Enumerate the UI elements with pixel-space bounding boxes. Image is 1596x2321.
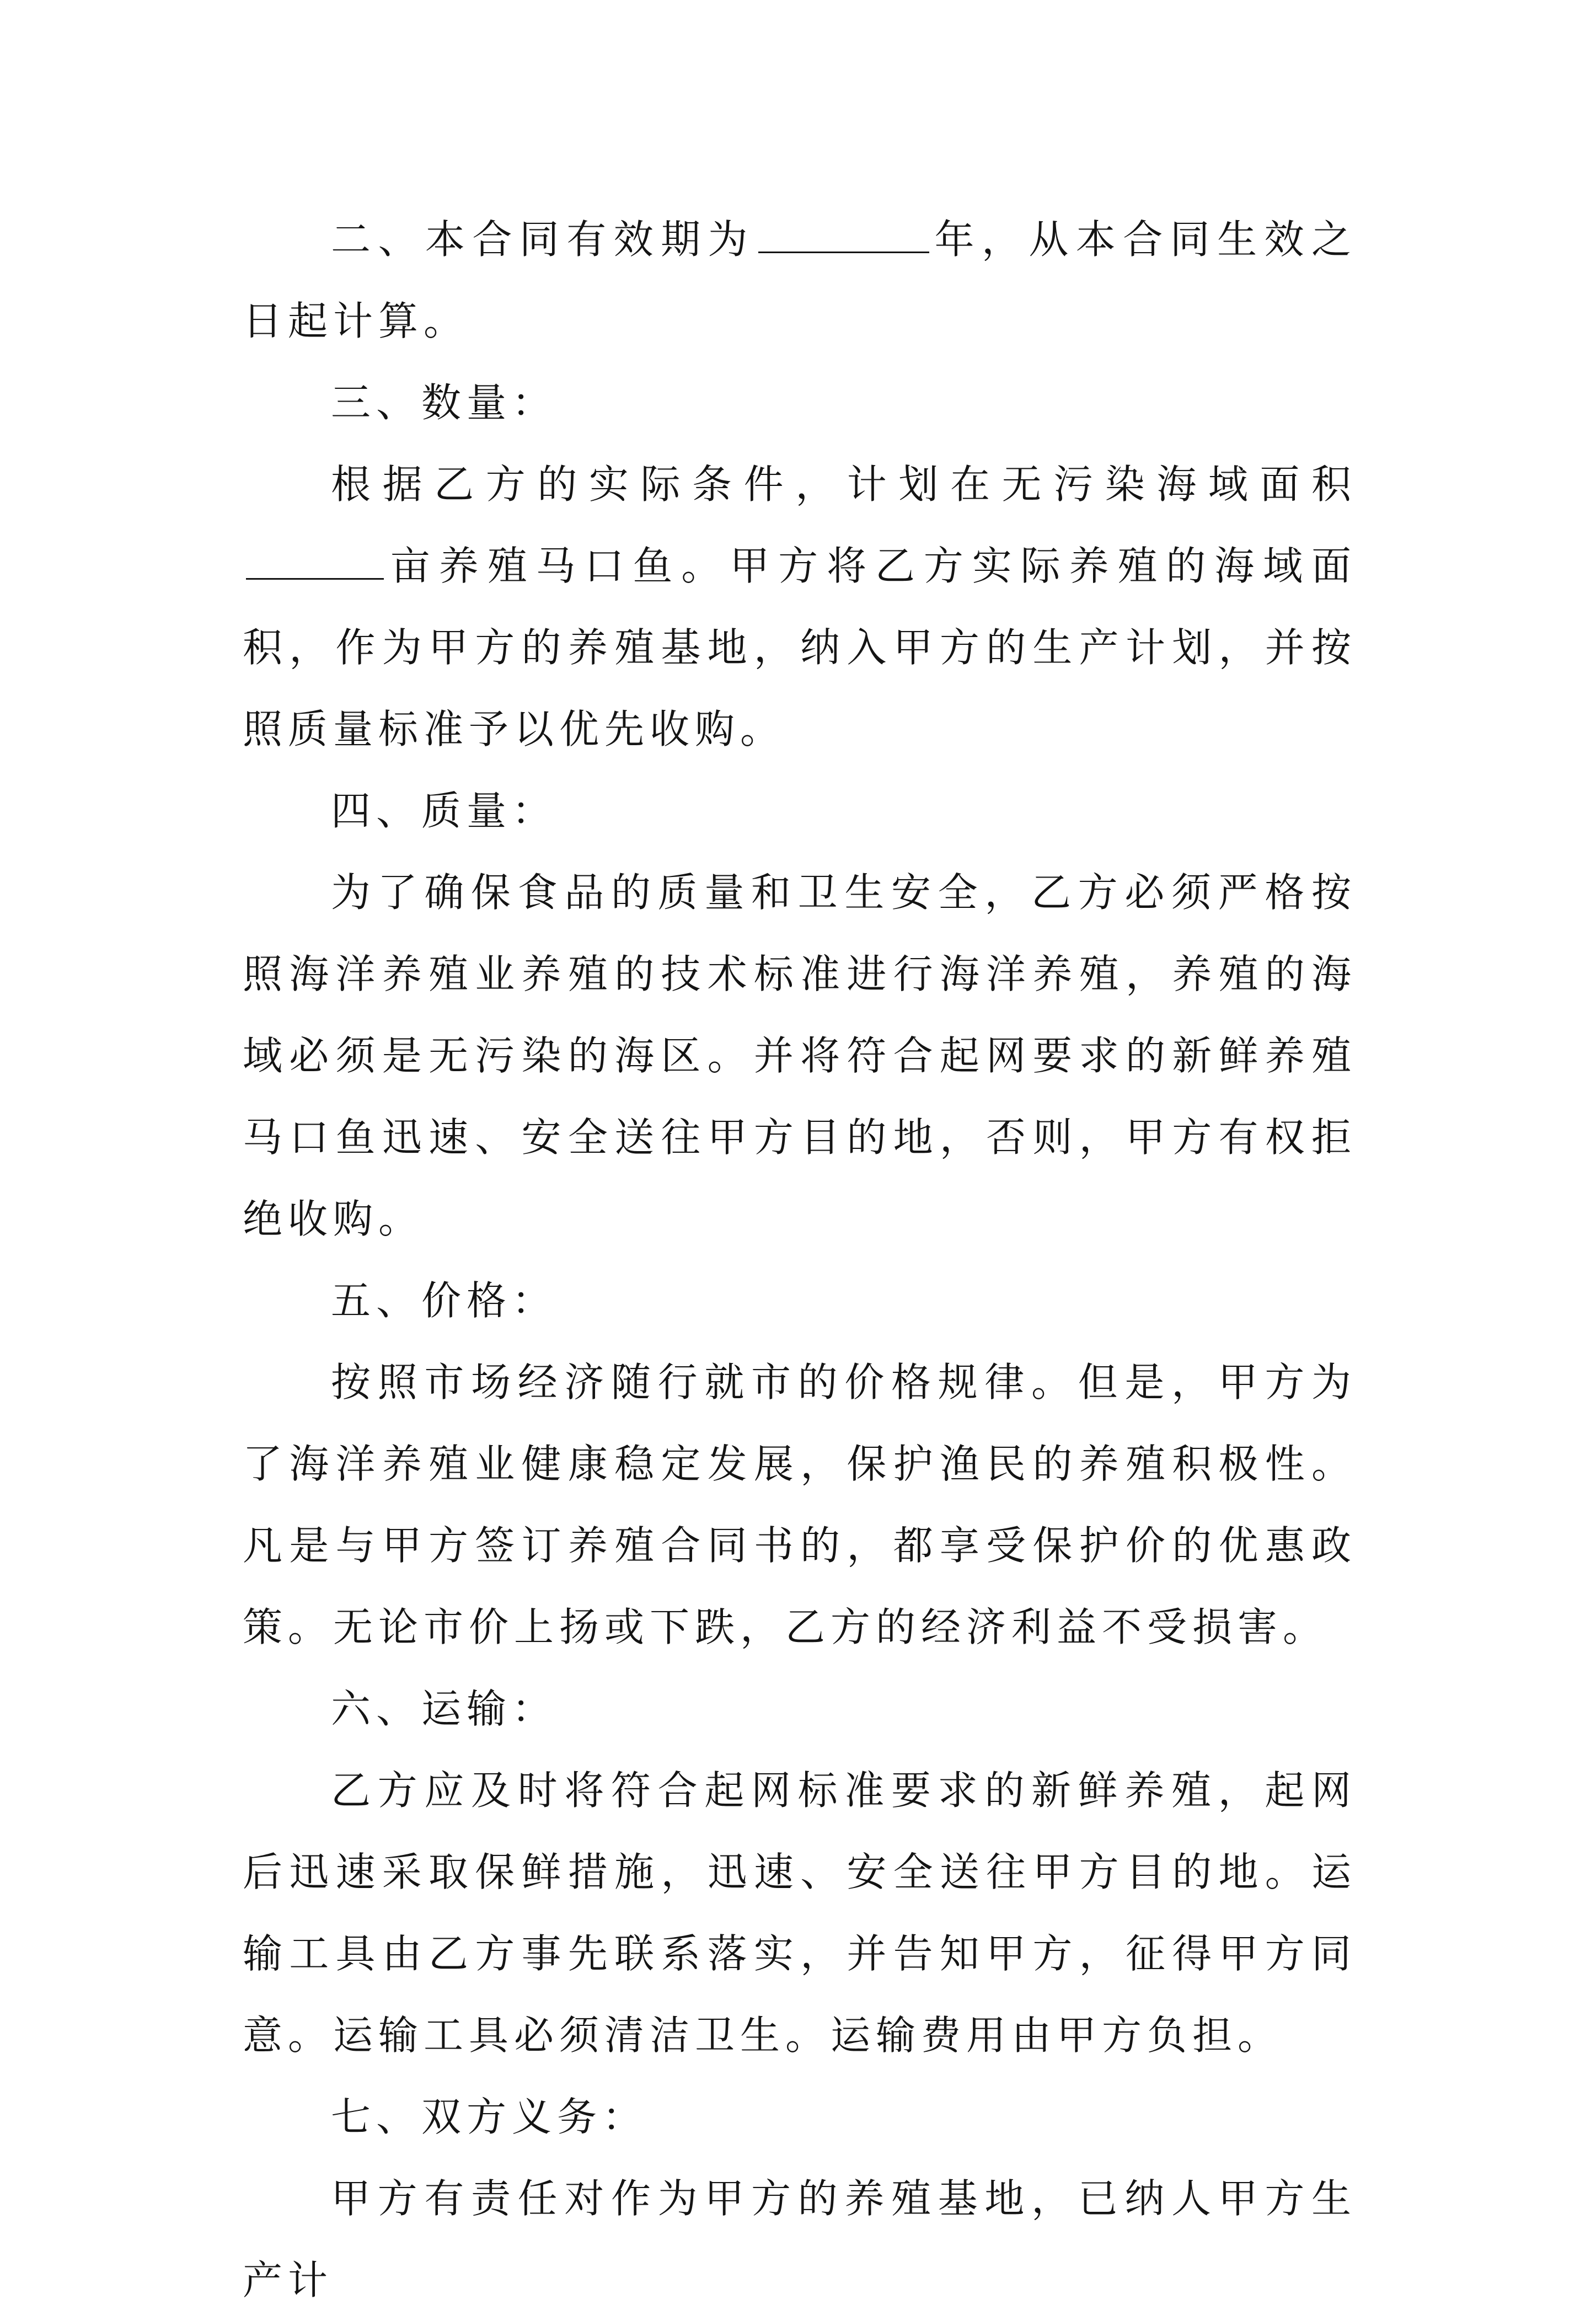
- clause-transport-heading: 六、运输：: [331, 1686, 558, 1732]
- clause-quantity-suffix: 亩养殖马口鱼。甲方将乙方实际养殖的海域面积，作为甲方的养殖基地，纳入甲方的生产计划，并按照质量标准予以优先收购。: [243, 543, 1357, 752]
- clause-quantity-body: [243, 443, 1357, 770]
- clause-obligations-heading: 七、双方义务：: [331, 2094, 648, 2140]
- clause-quantity-heading: 三、数量：: [331, 379, 558, 426]
- term-years-blank: [758, 208, 929, 253]
- clause-term-paragraph: [243, 199, 1357, 362]
- clause-quality-body: 为了确保食品的质量和卫生安全，乙方必须严格按照海洋养殖业养殖的技术标准进行海洋养殖，养殖的海域必须是无污染的海区。并将符合起网要求的新鲜养殖马口鱼迅速、安全送往甲方目的地，否则，甲方有权拒绝收购。: [243, 869, 1357, 1242]
- clause-price-heading: 五、价格：: [331, 1277, 558, 1324]
- clause-transport-body: 乙方应及时将符合起网标准要求的新鲜养殖，起网后迅速采取保鲜措施，迅速、安全送往甲方目的地。运输工具由乙方事先联系落实，并告知甲方，征得甲方同意。运输工具必须清洁卫生。运输费用由甲方负担。: [243, 1767, 1357, 2058]
- clause-term-prefix: 二、本合同有效期为: [331, 216, 755, 263]
- clause-quality-heading: 四、质量：: [331, 788, 558, 834]
- contract-body: [243, 199, 1357, 2321]
- clause-term-suffix: 年，从本合同生效之日起计算。: [243, 216, 1357, 344]
- clause-obligations-body: 甲方有责任对作为甲方的养殖基地，已纳人甲方生产计: [243, 2175, 1357, 2303]
- clause-price-body: 按照市场经济随行就市的价格规律。但是，甲方为了海洋养殖业健康稳定发展，保护渔民的养殖积极性。凡是与甲方签订养殖合同书的，都享受保护价的优惠政策。无论市价上扬或下跌，乙方的经济利益不受损害。: [243, 1359, 1357, 1650]
- clause-quantity-prefix: 根据乙方的实际条件，计划在无污染海域面积: [331, 461, 1357, 507]
- sea-area-blank: [246, 535, 384, 580]
